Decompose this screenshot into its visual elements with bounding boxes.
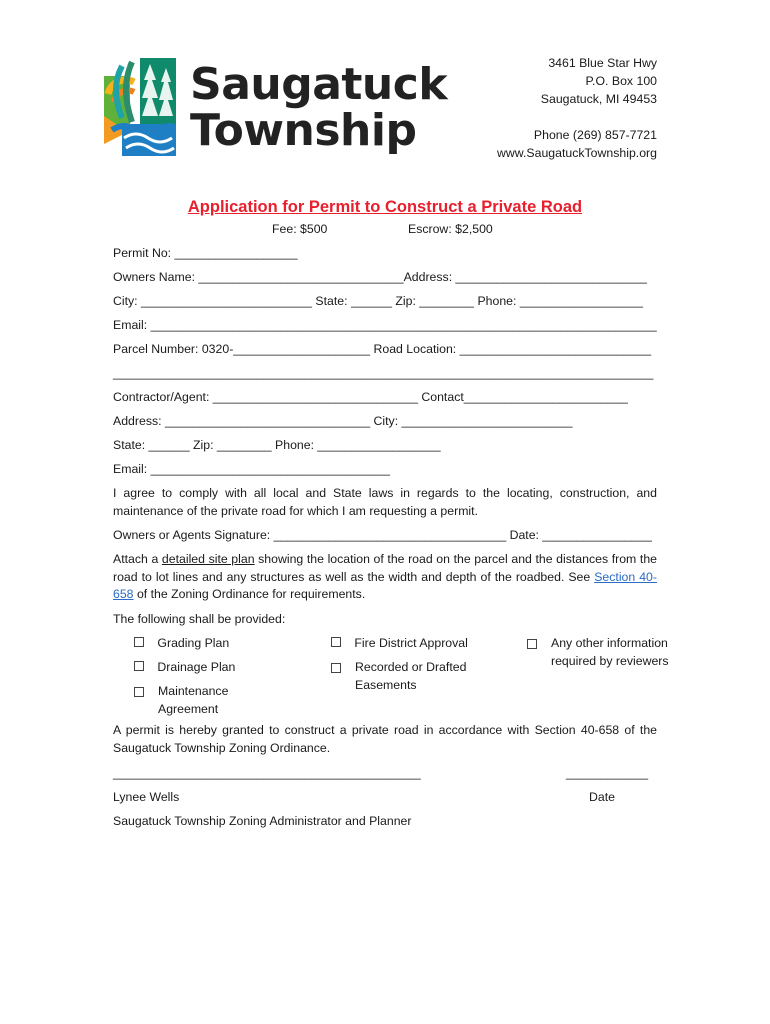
contractor-address-field[interactable]: Address: ______________________________ City: _________________________: [113, 414, 573, 428]
fee-label: Fee: $500: [272, 222, 328, 236]
contact-block: [497, 54, 657, 162]
checklist-maintenance: [134, 683, 248, 718]
checkbox-grading[interactable]: [134, 637, 144, 647]
checkbox-other[interactable]: [527, 639, 537, 649]
checklist-fire: [331, 635, 468, 653]
checkbox-easements[interactable]: [331, 663, 341, 673]
administrator-signature-line[interactable]: _____________________________________________: [113, 766, 421, 780]
attach-middle: showing the location of the road on the parcel and the distances from the road to lot lines and any structures as well as the width and depth of the roadbed. See: [113, 552, 657, 584]
owners-name-field[interactable]: Owners Name: ______________________________Address: ____________________________: [113, 270, 648, 284]
checkbox-fire[interactable]: [331, 637, 341, 647]
phone-number: Phone (269) 857-7721: [533, 128, 657, 142]
form-title: Application for Permit to Construct a Private Road: [187, 198, 583, 216]
website: www.SaugatuckTownship.org: [497, 146, 657, 160]
signature-field[interactable]: Owners or Agents Signature: __________________________________ Date: ________________: [113, 528, 652, 542]
city-state-zip-phone-field[interactable]: City: _________________________ State: ______ Zip: ________ Phone: __________________: [113, 294, 643, 308]
escrow-label: Escrow: $2,500: [408, 222, 493, 236]
date-signature-line[interactable]: ____________: [566, 766, 649, 780]
contractor-agent-field[interactable]: Contractor/Agent: ______________________________ Contact________________________: [113, 390, 628, 404]
checklist-grading: [134, 635, 229, 653]
logo-wordmark: [190, 59, 448, 156]
detailed-site-plan-text: detailed site plan: [161, 552, 255, 566]
section-40-658-link[interactable]: Section 40-658: [113, 569, 657, 601]
agreement-text: I agree to comply with all local and State laws in regards to the locating, construction, and maintenance of the private road for which I am requesting a permit.: [113, 486, 657, 518]
po-box: P.O. Box 100: [585, 74, 657, 88]
signer-name: Lynee Wells: [113, 790, 180, 804]
permit-no-field[interactable]: Permit No: __________________: [113, 246, 298, 260]
checklist-easements: [331, 659, 495, 694]
date-label: Date: [589, 790, 615, 804]
email-field[interactable]: Email: __________________________________________________________________________: [113, 318, 657, 332]
checklist-other: [527, 635, 686, 670]
site-plan-instructions: [113, 551, 657, 604]
logo-line-2: Township: [190, 105, 417, 156]
other-label: Any other information required by reviewers: [551, 636, 669, 668]
contractor-email-field[interactable]: Email: ___________________________________: [113, 462, 390, 476]
logo-line-1: Saugatuck: [190, 59, 448, 110]
township-logo-icon: [104, 58, 176, 156]
city-state-zip: Saugatuck, MI 49453: [540, 92, 657, 106]
checklist-drainage: [134, 659, 235, 677]
parcel-number-field[interactable]: Parcel Number: 0320-____________________ Road Location: ____________________________: [113, 342, 652, 356]
attach-suffix: of the Zoning Ordinance for requirements.: [133, 587, 366, 601]
fire-label: Fire District Approval: [354, 636, 468, 650]
maintenance-label: Maintenance Agreement: [158, 684, 229, 716]
road-location-continuation-field[interactable]: _______________________________________________________________________________: [113, 366, 654, 380]
checkbox-drainage[interactable]: [134, 661, 144, 671]
checkbox-maintenance[interactable]: [134, 687, 144, 697]
easements-label: Recorded or Drafted Easements: [355, 660, 467, 692]
drainage-label: Drainage Plan: [157, 660, 236, 674]
grant-text: A permit is hereby granted to construct a private road in accordance with Section 40-658 of the Saugatuck Township Zoning Ordinance.: [113, 723, 657, 755]
provided-heading: The following shall be provided:: [113, 612, 286, 626]
signer-title: Saugatuck Township Zoning Administrator and Planner: [113, 814, 412, 828]
street-address: 3461 Blue Star Hwy: [548, 56, 657, 70]
grading-label: Grading Plan: [157, 636, 230, 650]
attach-prefix: Attach a: [113, 552, 162, 566]
contractor-state-zip-phone-field[interactable]: State: ______ Zip: ________ Phone: __________________: [113, 438, 441, 452]
